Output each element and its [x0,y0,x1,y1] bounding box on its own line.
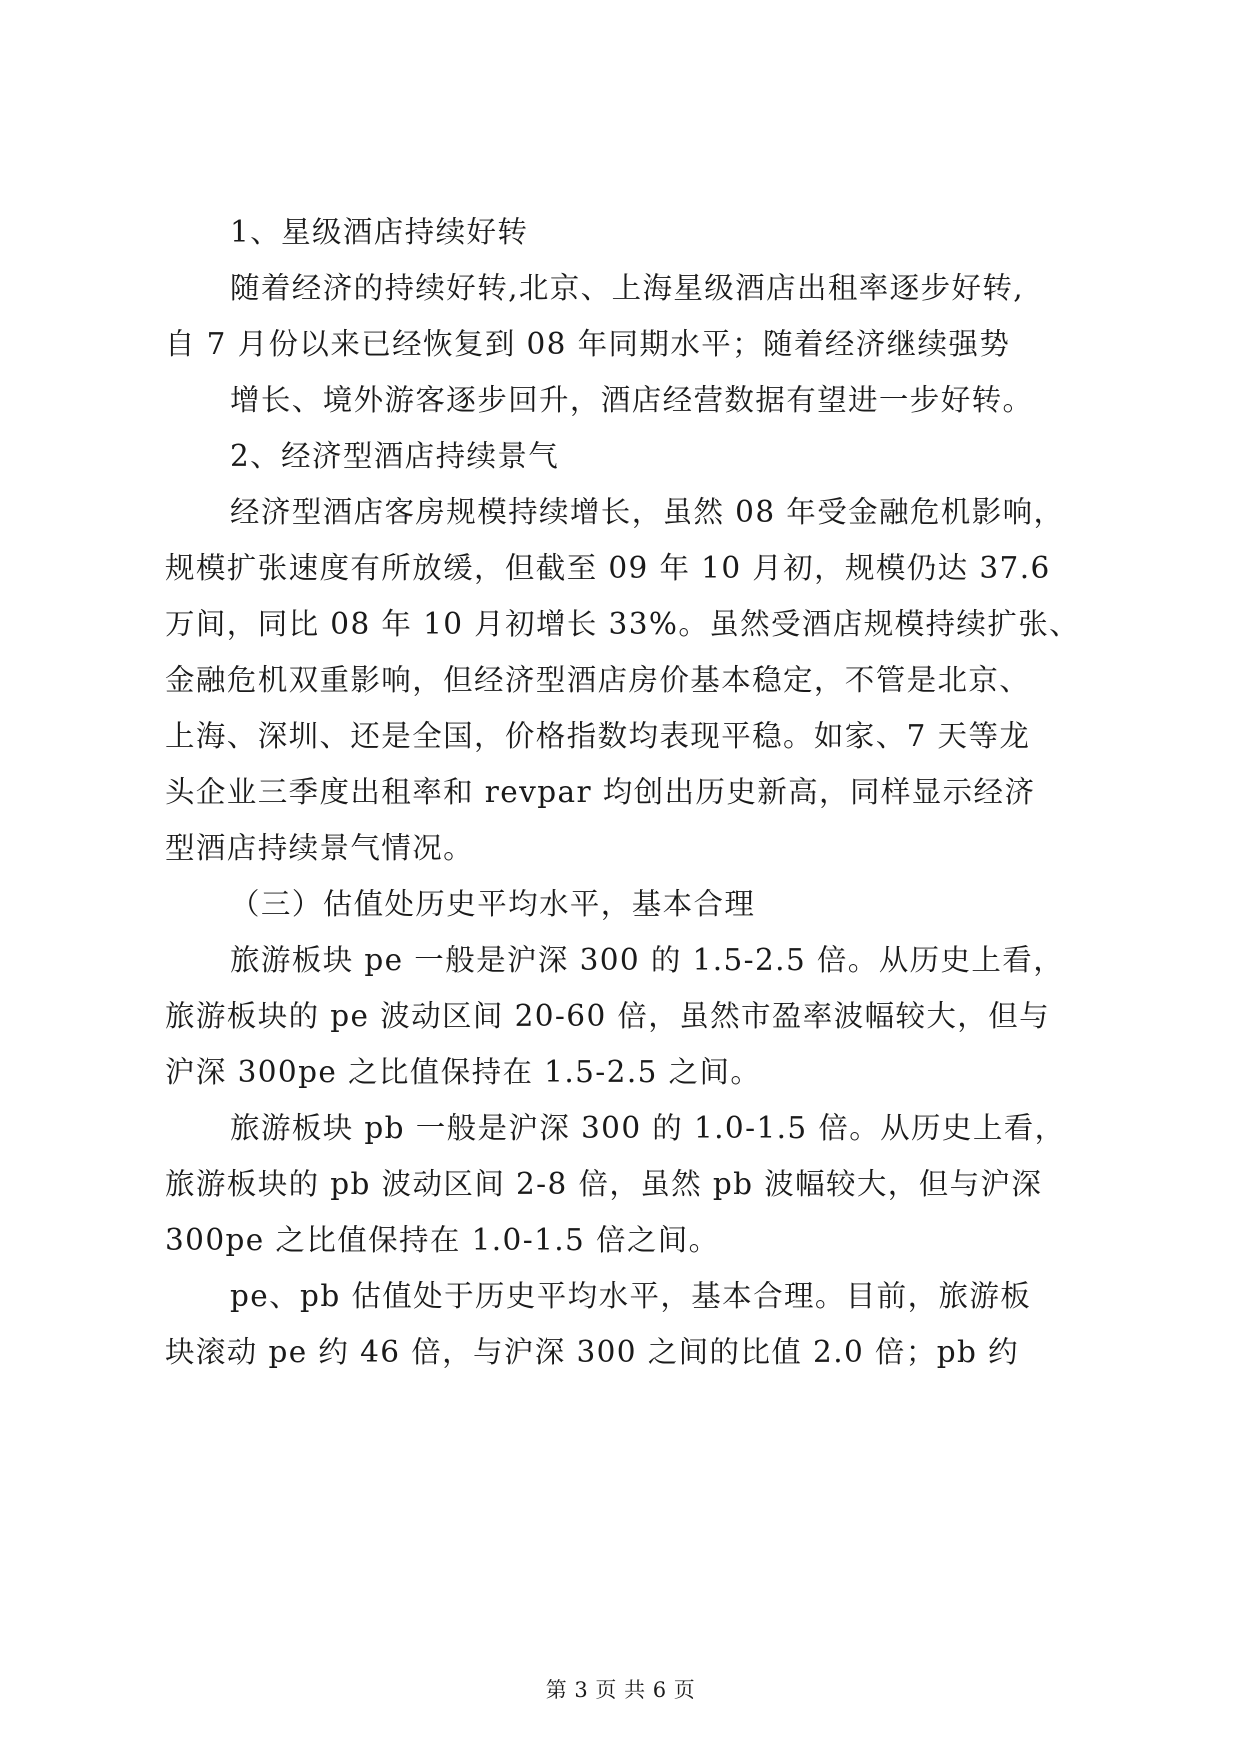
paragraph-line: 规模扩张速度有所放缓，但截至 09 年 10 月初，规模仍达 37.6 [165,551,1051,585]
paragraph-line: 旅游板块 pb 一般是沪深 300 的 1.0-1.5 倍。从历史上看， [230,1111,1066,1145]
paragraph-line: 增长、境外游客逐步回升，酒店经营数据有望进一步好转。 [230,383,1034,417]
paragraph-line: 金融危机双重影响，但经济型酒店房价基本稳定，不管是北京、 [165,663,1031,697]
paragraph-line: pe、pb 估值处于历史平均水平，基本合理。目前，旅游板 [230,1279,1032,1313]
page-number-footer: 第 3 页 共 6 页 [545,1678,696,1702]
paragraph-line: 自 7 月份以来已经恢复到 08 年同期水平；随着经济继续强势 [165,327,1011,361]
paragraph-line: 万间，同比 08 年 10 月初增长 33%。虽然受酒店规模持续扩张、 [165,607,1081,641]
heading-star-hotels: 1、星级酒店持续好转 [230,215,529,249]
paragraph-line: 旅游板块 pe 一般是沪深 300 的 1.5-2.5 倍。从历史上看， [230,943,1065,977]
paragraph-line: 旅游板块的 pb 波动区间 2-8 倍，虽然 pb 波幅较大，但与沪深 [165,1167,1043,1201]
heading-valuation: （三）估值处历史平均水平，基本合理 [230,887,756,921]
heading-budget-hotels: 2、经济型酒店持续景气 [230,439,560,473]
paragraph-line: 上海、深圳、还是全国，价格指数均表现平稳。如家、7 天等龙 [165,719,1031,753]
paragraph-line: 沪深 300pe 之比值保持在 1.5-2.5 之间。 [165,1055,762,1089]
paragraph-line: 随着经济的持续好转,北京、上海星级酒店出租率逐步好转, [230,271,1025,305]
paragraph-line: 经济型酒店客房规模持续增长，虽然 08 年受金融危机影响， [230,495,1065,529]
paragraph-line: 型酒店持续景气情况。 [165,831,475,865]
paragraph-line: 旅游板块的 pe 波动区间 20-60 倍，虽然市盈率波幅较大，但与 [165,999,1050,1033]
paragraph-line: 块滚动 pe 约 46 倍，与沪深 300 之间的比值 2.0 倍；pb 约 [165,1335,1019,1369]
paragraph-line: 头企业三季度出租率和 revpar 均创出历史新高，同样显示经济 [165,775,1036,809]
paragraph-line: 300pe 之比值保持在 1.0-1.5 倍之间。 [165,1223,720,1257]
